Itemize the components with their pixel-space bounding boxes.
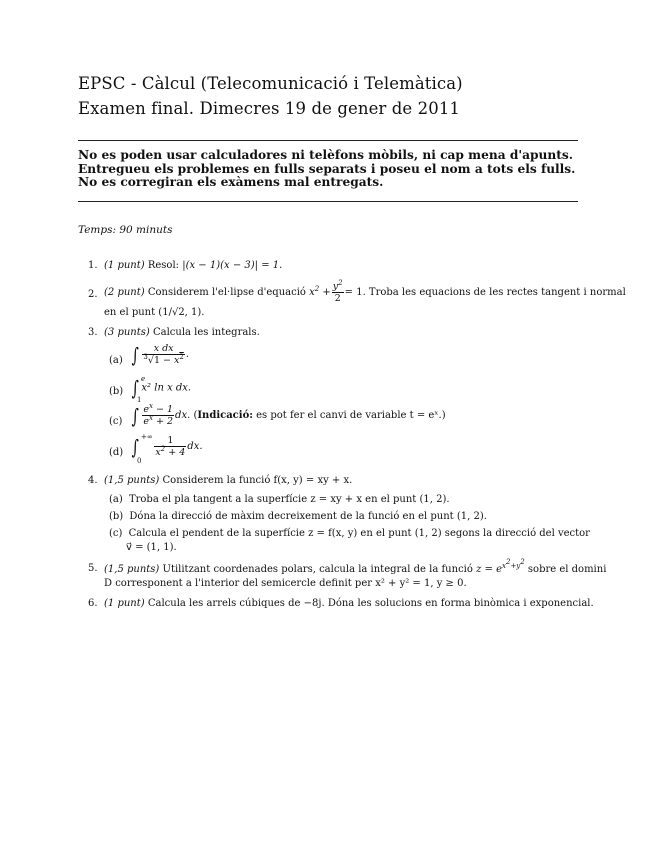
notice-line: Entregueu els problemes en fulls separats i poseu el nom a tots els fulls. (78, 161, 576, 176)
question-4a: (a) Troba el pla tangent a la superfície z = xy + x en el punt (1, 2). (109, 494, 450, 505)
question-2: (2 punt) Considerem l'el·lipse d'equació $x^2$ + $\frac{y^2}{2}$ = 1. Troba les equacions de les rectes tangent i normal (104, 279, 626, 304)
notice-line: No es corregiran els exàmens mal entregats. (78, 175, 384, 189)
hint-label: Indicació: (197, 410, 253, 421)
notice-line: No es poden usar calculadores ni telèfons mòbils, ni cap mena d'apunts. (78, 148, 573, 162)
question-number: 2. (88, 289, 98, 300)
question-3: (3 punts) Calcula les integrals. (104, 327, 260, 338)
question-4c: (c) Calcula el pendent de la superfície z = f(x, y) en el punt (1, 2) segons la direcció del vector (109, 528, 590, 539)
upper-limit: +∞ (141, 433, 153, 441)
exam-rules-notice (78, 149, 578, 190)
question-number: 4. (88, 475, 98, 486)
lower-limit: 0 (137, 457, 142, 465)
question-number: 3. (88, 327, 98, 338)
question-3c-integral: ∫ $\frac{e^x - 1}{e^x + 2}$ dx. (Indicació: es pot fer el canvi de variable t = eˣ.) (131, 402, 446, 428)
question-number: 1. (88, 260, 98, 271)
question-5-line2: D corresponent a l'interior del semicercle definit per x² + y² = 1, y ≥ 0. (104, 578, 467, 589)
exam-duration: Temps: 90 minuts (78, 224, 173, 236)
lower-limit: 1 (137, 396, 142, 404)
question-number: 6. (88, 598, 98, 609)
question-2-line2: en el punt (1/√2, 1). (104, 307, 205, 318)
question-4: (1,5 punts) Considerem la funció f(x, y) = xy + x. (104, 475, 353, 486)
bottom-divider (78, 201, 578, 202)
question-4b: (b) Dóna la direcció de màxim decreixement de la funció en el punt (1, 2). (109, 511, 487, 522)
question-4c-line2: v⃗ = (1, 1). (126, 542, 177, 553)
question-6: (1 punt) Calcula les arrels cúbiques de −8j. Dóna les solucions en forma binòmica i exponencial. (104, 598, 594, 609)
top-divider (78, 140, 578, 141)
question-5: (1,5 punts) Utilitzant coordenades polars, calcula la integral de la funció $z = e^{x^2+y^2}$ sobre el domini (104, 558, 607, 575)
upper-limit: e (141, 375, 146, 383)
question-3c-label: (c) (109, 416, 123, 427)
question-3b-integral: ∫ x² ln x dx. (131, 376, 192, 400)
question-1: (1 punt) Resol: |(x − 1)(x − 3)| = 1. (104, 260, 283, 271)
question-3a-label: (a) (109, 355, 123, 366)
question-3b-label: (b) (109, 386, 124, 397)
question-3a-integral: ∫ $\frac{\text{x dx}}{^3√1 - x^2}$ . (131, 342, 190, 367)
exam-title: Examen final. Dimecres 19 de gener de 2011 (78, 99, 461, 118)
question-3d-integral: ∫ $\frac{1}{x^2 + 4}$ dx. (131, 434, 203, 459)
question-3d-label: (d) (109, 447, 124, 458)
question-number: 5. (88, 563, 98, 574)
course-title: EPSC - Càlcul (Telecomunicació i Telemàtica) (78, 74, 463, 93)
